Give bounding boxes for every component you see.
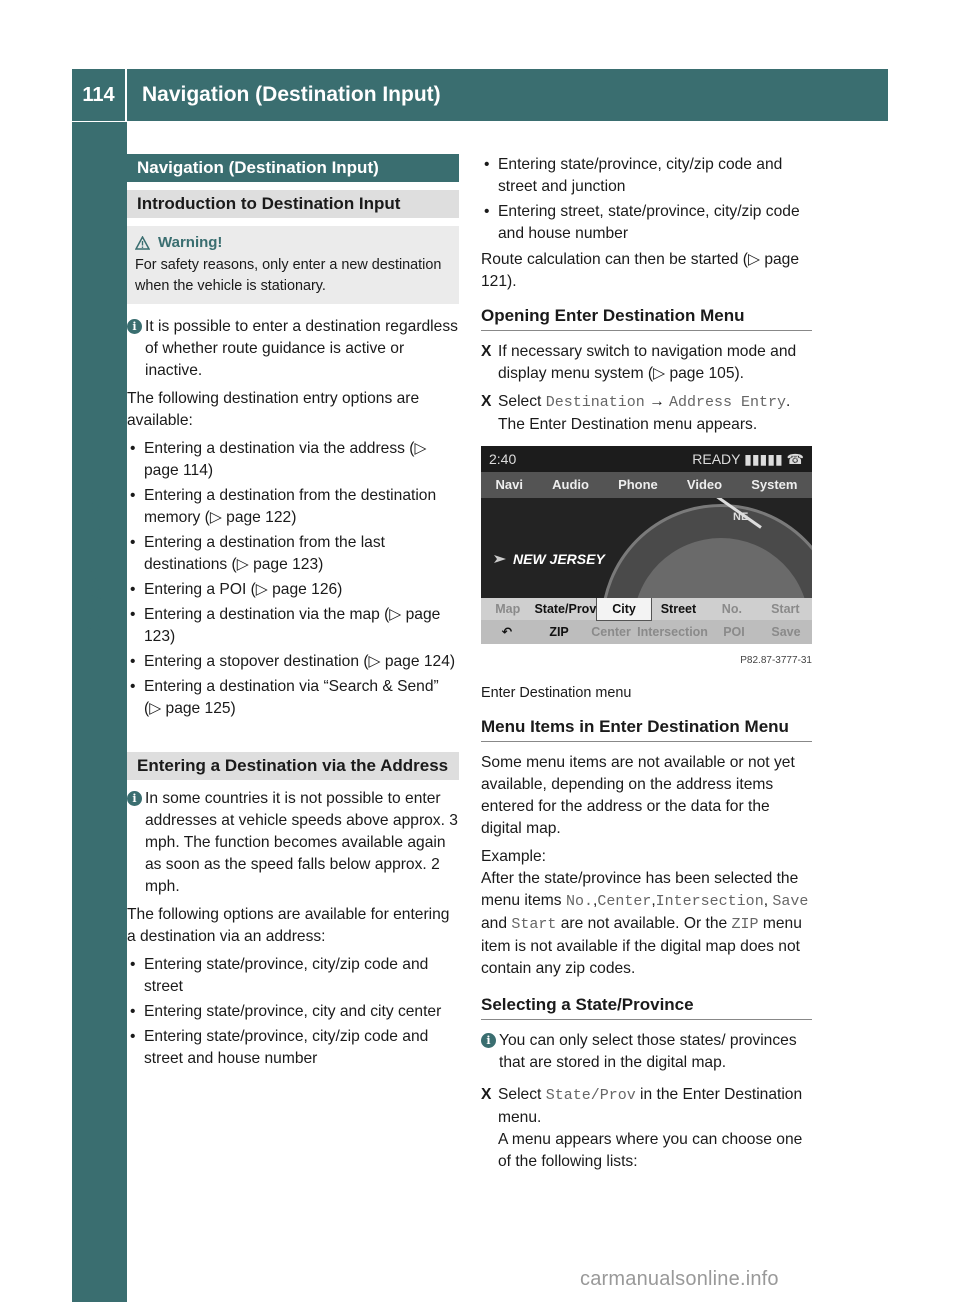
info-icon: i	[127, 791, 142, 806]
code-address-entry: Address Entry	[669, 394, 787, 411]
list-item: • Entering state/province, city/zip code and street and junction	[481, 154, 812, 198]
code-intersection: Intersection	[655, 893, 764, 910]
right-column	[481, 154, 812, 1179]
screen-option: Map	[495, 602, 521, 616]
side-strip	[72, 122, 127, 1302]
step-text: in the Enter Destination menu.	[498, 1086, 803, 1126]
example-label: Example:	[481, 848, 547, 865]
image-caption: Enter Destination menu	[481, 685, 632, 701]
screen-option: No.	[721, 602, 742, 616]
route-text: Route calculation can then be started (▷ page 121).	[481, 251, 800, 290]
watermark: carmanualsonline.info	[580, 1268, 779, 1290]
screen-option: State/Prov	[534, 602, 597, 616]
code-start: Start	[511, 916, 557, 933]
screen-state	[493, 548, 605, 570]
step	[481, 1084, 812, 1173]
page-number: 114	[72, 69, 127, 121]
address-heading: Entering a Destination via the Address	[127, 752, 459, 780]
screen-option: Street	[660, 602, 697, 616]
list-item: • Entering state/province, city and city center	[127, 1001, 459, 1023]
info-note	[127, 316, 459, 382]
screen-option-selected: City	[596, 597, 651, 621]
info-text: It is possible to enter a destination regardless of whether route guidance is active or inactive.	[145, 318, 458, 379]
screen-option: Save	[771, 625, 801, 639]
info-icon: i	[127, 319, 142, 334]
step-result: A menu appears where you can choose one of the following lists:	[498, 1131, 803, 1170]
step-marker-icon: X	[481, 343, 492, 360]
example-part: are not available. Or the	[560, 915, 728, 932]
list-item: • Entering a destination from the destination memory (▷ page 122)	[127, 485, 459, 529]
step-prefix: Select	[498, 393, 542, 410]
address-options-continued	[481, 154, 812, 245]
list-item: • Entering a destination from the last destinations (▷ page 123)	[127, 532, 459, 576]
screen-time: 2:40	[489, 451, 517, 467]
list-item: • Entering a destination via “Search & Send” (▷ page 125)	[127, 676, 459, 720]
step-suffix: .	[786, 393, 791, 410]
warning-box	[127, 226, 459, 304]
options-list	[127, 438, 459, 720]
step-result: The Enter Destination menu appears.	[498, 416, 758, 433]
info-note	[481, 1030, 812, 1074]
screen-option: Intersection	[637, 625, 708, 639]
list-item: • Entering state/province, city/zip code and street	[127, 954, 459, 998]
warning-triangle-icon	[135, 236, 150, 250]
screen-compass-area	[481, 498, 812, 598]
screen-menu-item: Navi	[495, 477, 524, 492]
step-text: If necessary switch to navigation mode and display menu system (▷ page 105).	[498, 343, 797, 382]
screen-status: READY ▮▮▮▮▮ ☎	[692, 451, 804, 467]
screen-main-menu	[481, 472, 812, 498]
example-part: After the state/province has been selected the menu items	[481, 870, 799, 909]
warning-title: Warning!	[158, 234, 223, 251]
list-item: • Entering street, state/province, city/zip code and house number	[481, 201, 812, 245]
opening-heading: Opening Enter Destination Menu	[481, 305, 812, 331]
code-center: Center	[597, 893, 652, 910]
screen-menu-item: Video	[686, 477, 723, 492]
screen-menu-item: System	[751, 477, 798, 492]
list-item: • Entering state/province, city/zip code and street and house number	[127, 1026, 459, 1070]
code-destination: Destination	[545, 394, 645, 411]
left-column	[127, 154, 459, 1074]
screen-option: Start	[771, 602, 800, 616]
side-label-text: COMAND APS	[83, 497, 106, 640]
code-zip: ZIP	[731, 916, 759, 933]
example-part: and	[481, 915, 508, 932]
code-no: No.	[565, 893, 593, 910]
state-heading: Selecting a State/Province	[481, 994, 812, 1020]
info-text: You can only select those states/ provinces that are stored in the digital map.	[499, 1032, 797, 1071]
arrow: →	[649, 393, 665, 410]
list-item: • Entering a stopover destination (▷ page 124)	[127, 651, 459, 673]
side-label	[80, 420, 110, 640]
image-code: P82.87-3777-31	[740, 655, 812, 666]
step	[481, 391, 812, 436]
screen-state-name: NEW JERSEY	[513, 551, 605, 567]
section-bar: Navigation (Destination Input)	[127, 154, 459, 182]
example-part: menu item is not available if the digital map does not contain any zip codes.	[481, 915, 802, 977]
step-marker-icon: X	[481, 1086, 492, 1103]
compass-label: NE	[733, 511, 749, 523]
vehicle-arrow-icon	[493, 554, 507, 564]
list-item: • Entering a destination via the address (▷ page 114)	[127, 438, 459, 482]
info-icon: i	[481, 1033, 496, 1048]
screen-option: Center	[591, 625, 631, 639]
screen-menu-item: Phone	[618, 477, 658, 492]
options-intro: The following destination entry options are available:	[127, 390, 420, 429]
screen-option: ZIP	[549, 625, 569, 639]
screen-row-1	[481, 598, 812, 620]
menu-items-text: Some menu items are not available or not yet available, depending on the address items entered for the address or the data for the digital map.	[481, 754, 795, 837]
back-icon: ↶	[501, 625, 513, 639]
step-marker-icon: X	[481, 393, 492, 410]
screen-option: POI	[723, 625, 745, 639]
info-note	[127, 788, 459, 898]
intro-heading: Introduction to Destination Input	[127, 190, 459, 218]
warning-head	[135, 232, 451, 253]
screen-row-2	[481, 620, 812, 644]
page-title: Navigation (Destination Input)	[142, 83, 441, 106]
info-text: In some countries it is not possible to enter addresses at vehicle speeds above approx. 3 mph. The function becomes available again as soon as the speed falls below approx. 2 mph.	[145, 790, 458, 895]
screen-image	[481, 446, 812, 644]
code-save: Save	[772, 893, 809, 910]
example-text: Example: After the state/province has been selected the menu items No.,Center,Intersection, Save and Start are not available. Or the ZIP menu item is not available if the digital map does not contain any zip codes.	[481, 848, 809, 977]
menu-items-heading: Menu Items in Enter Destination Menu	[481, 716, 812, 742]
list-item: • Entering a POI (▷ page 126)	[127, 579, 459, 601]
screen-status-bar	[481, 446, 812, 472]
address-options-list	[127, 954, 459, 1070]
screen-menu-item: Audio	[552, 477, 589, 492]
code-state-prov: State/Prov	[545, 1087, 636, 1104]
list-item: • Entering a destination via the map (▷ page 123)	[127, 604, 459, 648]
address-intro: The following options are available for entering a destination via an address:	[127, 906, 450, 945]
warning-text: For safety reasons, only enter a new destination when the vehicle is stationary.	[135, 257, 442, 294]
step-prefix: Select	[498, 1086, 542, 1103]
step	[481, 341, 812, 385]
